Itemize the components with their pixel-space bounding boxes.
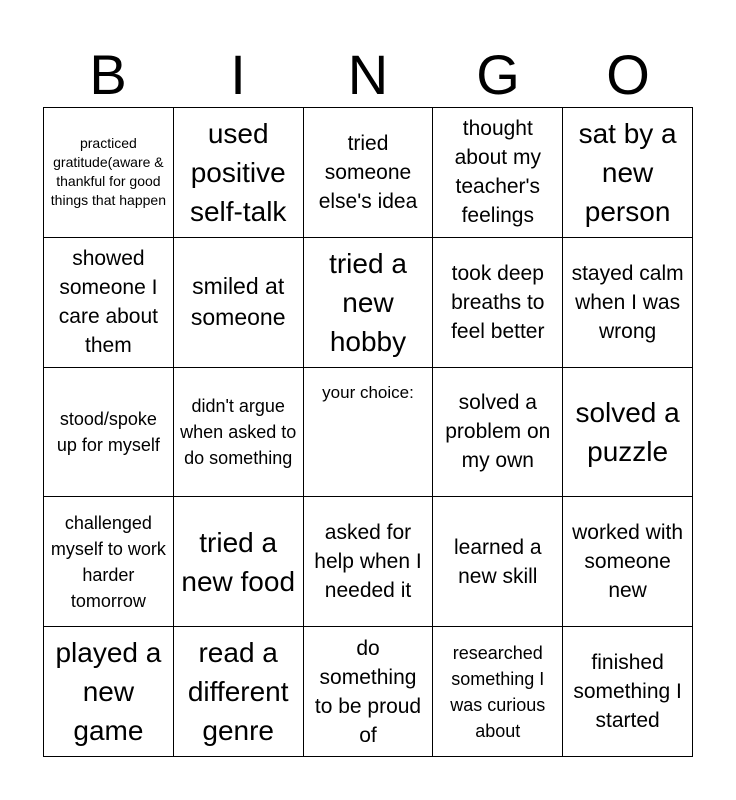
cell-text: stayed calm when I was wrong	[571, 261, 684, 343]
bingo-cell[interactable]	[433, 627, 563, 757]
cell-text: researched something I was curious about	[450, 642, 546, 741]
bingo-cell[interactable]	[174, 368, 304, 498]
cell-text: used positive self-talk	[189, 117, 287, 227]
cell-text: do something to be proud of	[314, 636, 422, 747]
bingo-header	[43, 44, 693, 106]
header-letter-o: O	[606, 43, 650, 106]
cell-text: challenged myself to work harder tomorrow	[50, 512, 166, 611]
bingo-cell[interactable]	[174, 108, 304, 238]
header-letter-i: I	[230, 43, 246, 106]
cell-text: took deep breaths to feel better	[451, 261, 545, 343]
bingo-cell[interactable]	[563, 108, 693, 238]
cell-text: thought about my teacher's feelings	[454, 117, 541, 228]
cell-text: played a new game	[55, 637, 162, 747]
header-letter-b: B	[89, 43, 127, 106]
cell-text: read a different genre	[187, 637, 289, 747]
cell-text: sat by a new person	[578, 117, 677, 227]
bingo-cell[interactable]	[44, 238, 174, 368]
bingo-cell[interactable]	[174, 497, 304, 627]
bingo-cell[interactable]	[304, 238, 434, 368]
cell-text: worked with someone new	[572, 521, 684, 603]
free-space-cell[interactable]	[304, 368, 434, 498]
bingo-cell[interactable]	[44, 497, 174, 627]
bingo-cell[interactable]	[563, 497, 693, 627]
bingo-cell[interactable]	[433, 368, 563, 498]
cell-text: your choice:	[322, 382, 414, 402]
cell-text: finished something I started	[573, 651, 682, 733]
cell-text: asked for help when I needed it	[314, 521, 422, 603]
cell-text: solved a problem on my own	[445, 391, 551, 473]
cell-text: smiled at someone	[190, 273, 286, 331]
cell-text: practiced gratitude(aware & thankful for good things that happen	[50, 135, 166, 209]
bingo-cell[interactable]	[433, 108, 563, 238]
cell-text: learned a new skill	[454, 535, 542, 588]
bingo-cell[interactable]	[44, 108, 174, 238]
bingo-cell[interactable]	[44, 368, 174, 498]
cell-text: solved a puzzle	[575, 396, 680, 467]
cell-text: didn't argue when asked to do something	[180, 395, 297, 468]
bingo-cell[interactable]	[563, 238, 693, 368]
bingo-cell[interactable]	[304, 627, 434, 757]
cell-text: tried a new hobby	[329, 247, 407, 357]
bingo-cell[interactable]	[174, 627, 304, 757]
bingo-board	[43, 107, 693, 757]
bingo-cell[interactable]	[304, 497, 434, 627]
bingo-cell[interactable]	[304, 108, 434, 238]
bingo-cell[interactable]	[563, 627, 693, 757]
bingo-cell[interactable]	[44, 627, 174, 757]
header-letter-g: G	[476, 43, 520, 106]
bingo-cell[interactable]	[563, 368, 693, 498]
cell-text: stood/spoke up for myself	[56, 408, 160, 455]
header-letter-n: N	[347, 43, 389, 106]
cell-text: tried someone else's idea	[318, 131, 418, 213]
bingo-cell[interactable]	[174, 238, 304, 368]
bingo-cell[interactable]	[433, 238, 563, 368]
cell-text: tried a new food	[181, 526, 296, 597]
bingo-cell[interactable]	[433, 497, 563, 627]
cell-text: showed someone I care about them	[58, 247, 159, 358]
